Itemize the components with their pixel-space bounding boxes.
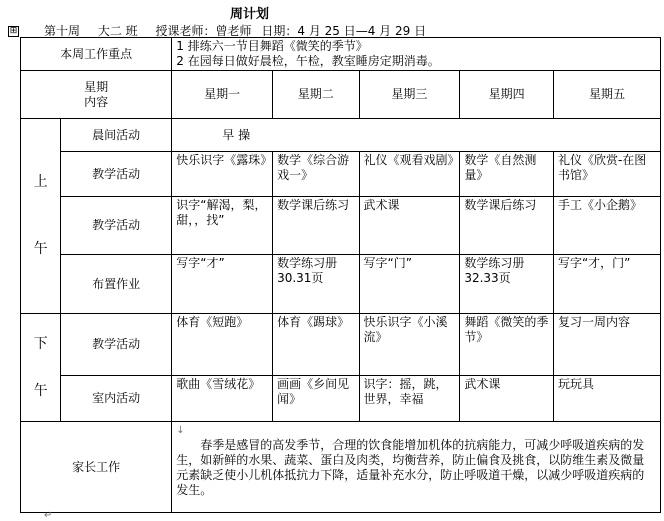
class-name: 大二 班 — [97, 24, 138, 38]
teacher-label: 授课老师： — [155, 24, 216, 38]
schedule-cell: 武术课 — [460, 376, 554, 422]
date-label: 日期： — [261, 24, 298, 38]
teacher-name: 曾老师 — [215, 24, 252, 38]
schedule-cell: 数学课后练习 — [460, 197, 554, 255]
focus-item: 1 排练六一节目舞蹈《微笑的季节》 — [176, 39, 368, 53]
date-info — [261, 24, 426, 38]
schedule-cell: 识字：摇，跳，世界，幸福 — [359, 376, 460, 422]
document-title: 周计划 — [230, 7, 270, 22]
date-range: 4 月 25 日—4 月 29 日 — [297, 24, 427, 38]
schedule-cell: 数学练习册30.31页 — [273, 255, 359, 314]
schedule-cell: 体育《踢球》 — [273, 314, 359, 376]
table-move-handle-icon[interactable]: ⊞ — [9, 26, 18, 36]
parents-work-content — [172, 422, 661, 513]
schedule-cell: 数学课后练习 — [273, 197, 359, 255]
focus-item: 2 在园每日做好晨检，午检，教室睡房定期消毒。 — [176, 54, 440, 68]
schedule-cell: 体育《短跑》 — [172, 314, 273, 376]
morning-exercise-cell: 早 操 — [172, 119, 661, 152]
schedule-cell: 武术课 — [359, 197, 460, 255]
day-header: 星期一 — [172, 71, 273, 119]
teacher-info — [156, 24, 252, 38]
schedule-cell: 写字“门” — [359, 255, 460, 314]
row-label: 晨间活动 — [61, 119, 172, 152]
schedule-cell: 识字“解渴，梨，甜，，找” — [172, 197, 273, 255]
schedule-cell: 写字“才” — [172, 255, 273, 314]
parents-work-label: 家长工作 — [21, 422, 172, 513]
schedule-cell: 复习一周内容 — [553, 314, 660, 376]
schedule-cell: 舞蹈《微笑的季节》 — [460, 314, 554, 376]
week-number: 第十周 — [44, 24, 81, 38]
schedule-cell: 数学《自然测量》 — [460, 152, 554, 197]
day-header: 星期四 — [460, 71, 554, 119]
schedule-cell: 礼仪《观看戏剧》 — [359, 152, 460, 197]
day-header: 星期三 — [359, 71, 460, 119]
row-label: 教学活动 — [61, 314, 172, 376]
schedule-cell: 画画《乡间见闻》 — [273, 376, 359, 422]
schedule-cell: 玩玩具 — [553, 376, 660, 422]
schedule-cell: 数学《综合游戏一》 — [273, 152, 359, 197]
morning-label-bottom: 午 — [33, 241, 48, 257]
schedule-cell: 歌曲《雪绒花》 — [172, 376, 273, 422]
morning-label-top: 上 — [33, 174, 48, 190]
weekly-plan-table — [20, 37, 661, 513]
row-label: 教学活动 — [61, 152, 172, 197]
parents-work-text: 春季是感冒的高发季节，合理的饮食能增加机体的抗病能力，可减少呼吸道疾病的发生，如新鲜的水果、蔬菜、蛋白及肉类，均衡营养，防止偏食及挑食，以防维生素及微量元素缺乏使小儿机体抵抗力下降，适量补充水分，防止呼吸道干燥，以减少呼吸道疾病的发生。 — [176, 438, 645, 497]
corner-label-content: 内容 — [84, 94, 109, 109]
focus-label: 本周工作重点 — [21, 38, 172, 71]
day-header: 星期二 — [273, 71, 359, 119]
header-corner-cell — [21, 71, 172, 119]
row-label: 布置作业 — [61, 255, 172, 314]
paragraph-mark-icon: ↵ — [44, 510, 53, 521]
afternoon-label-bottom: 午 — [33, 382, 48, 399]
schedule-cell: 礼仪《欣赏-在图书馆》 — [553, 152, 660, 197]
morning-label — [21, 119, 61, 314]
schedule-cell: 快乐识字《露珠》 — [172, 152, 273, 197]
afternoon-label — [21, 314, 61, 422]
row-label: 教学活动 — [61, 197, 172, 255]
afternoon-label-top: 下 — [33, 335, 48, 352]
schedule-cell: 数学练习册32.33页 — [460, 255, 554, 314]
focus-content — [172, 38, 661, 71]
row-label: 室内活动 — [61, 376, 172, 422]
schedule-cell: 写字“才，门” — [553, 255, 660, 314]
schedule-cell: 手工《小企鹅》 — [553, 197, 660, 255]
down-arrow-icon: ↓ — [176, 425, 185, 436]
schedule-cell: 快乐识字《小溪流》 — [359, 314, 460, 376]
corner-label-weekday: 星期 — [84, 79, 109, 94]
day-header: 星期五 — [553, 71, 660, 119]
